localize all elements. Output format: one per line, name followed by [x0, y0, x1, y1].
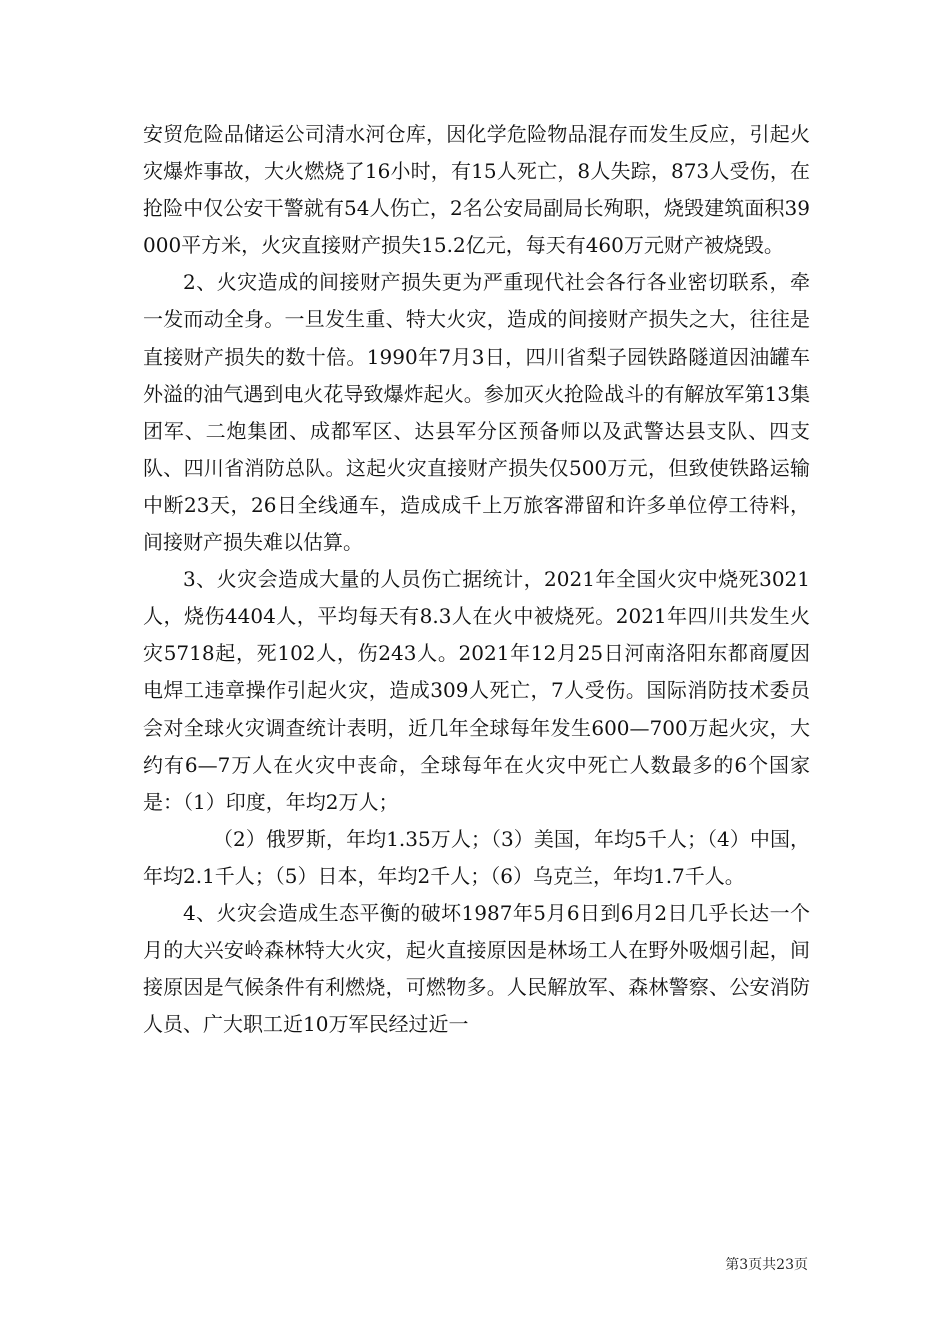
page-footer: [0, 1254, 950, 1274]
paragraph-ecology: 4、火灾会造成生态平衡的破坏1987年5月6日到6月2日几乎长达一个月的大兴安岭森林特大火灾，起火直接原因是林场工人在野外吸烟引起，间接原因是气候条件有利燃烧，可燃物多。人民解放军、森林警察、公安消防人员、广大职工近10万军民经过近一: [143, 900, 810, 1037]
paragraph-indirect-loss: 2、火灾造成的间接财产损失更为严重现代社会各行各业密切联系，牵一发而动全身。一旦发生重、特大火灾，造成的间接财产损失之大，往往是直接财产损失的数十倍。1990年7月3日，四川省梨子园铁路隧道因油罐车外溢的油气遇到电火花导致爆炸起火。参加灭火抢险战斗的有解放军第13集团军、二炮集团、成都军区、达县军分区预备师以及武警达县支队、四支队、四川省消防总队。这起火灾直接财产损失仅500万元，但致使铁路运输中断23天，26日全线通车，造成成千上万旅客滞留和许多单位停工待料，间接财产损失难以估算。: [143, 270, 810, 555]
paragraph-casualties: 3、火灾会造成大量的人员伤亡据统计，2021年全国火灾中烧死3021人，烧伤4404人，平均每天有8.3人在火中被烧死。2021年四川共发生火灾5718起，死102人，伤243人。2021年12月25日河南洛阳东都商厦因电焊工违章操作引起火灾，造成309人死亡，7人受伤。国际消防技术委员会对全球火灾调查统计表明，近几年全球每年发生600—700万起火灾，大约有6—7万人在火灾中丧命，全球每年在火灾中死亡人数最多的6个国家是：（1）印度，年均2万人；: [143, 567, 810, 814]
paragraph-country-list: （2）俄罗斯，年均1.35万人；（3）美国，年均5千人；（4）中国，年均2.1千人；（5）日本，年均2千人；（6）乌克兰，年均1.7千人。: [143, 826, 810, 888]
document-body: [143, 116, 810, 1043]
page-number: 第3页共23页: [725, 1257, 808, 1273]
paragraph-continuation: 安贸危险品储运公司清水河仓库，因化学危险物品混存而发生反应，引起火灾爆炸事故，大火燃烧了16小时，有15人死亡，8人失踪，873人受伤，在抢险中仅公安干警就有54人伤亡，2名公安局副局长殉职，烧毁建筑面积39000平方米，火灾直接财产损失15.2亿元，每天有460万元财产被烧毁。: [143, 122, 810, 258]
